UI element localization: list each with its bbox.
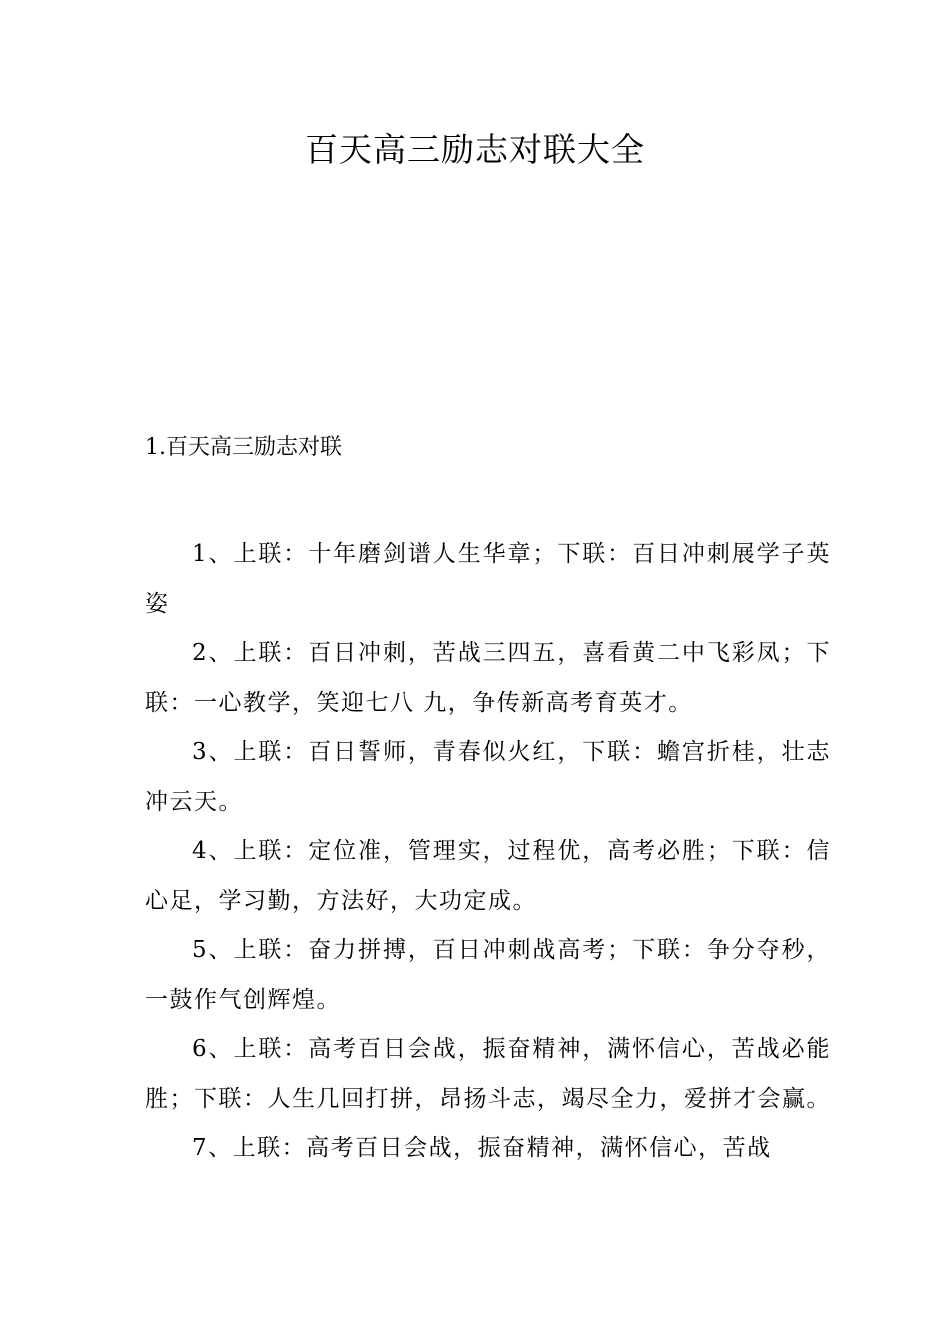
couplet-paragraph-7: 7、上联：高考百日会战，振奋精神，满怀信心，苦战: [192, 1135, 772, 1161]
couplet-paragraph-2: 2、上联：百日冲刺，苦战三四五，喜看黄二中飞彩凤；下联：一心教学，笑迎七八 九，争传新高考育英才。: [145, 640, 831, 716]
couplet-paragraph-6: 6、上联：高考百日会战，振奋精神，满怀信心，苦战必能胜；下联：人生几回打拼，昂扬斗志，竭尽全力，爱拼才会赢。: [145, 1036, 831, 1112]
couplet-paragraph-1: 1、上联：十年磨剑谱人生华章；下联：百日冲刺展学子英姿: [145, 541, 831, 617]
couplet-paragraph-3: 3、上联：百日誓师，青春似火红，下联：蟾宫折桂，壮志冲云天。: [145, 739, 831, 815]
section-heading: 1.百天高三励志对联: [145, 435, 342, 460]
couplet-paragraph-4: 4、上联：定位准，管理实，过程优，高考必胜；下联：信心足，学习勤，方法好，大功定成。: [145, 838, 831, 914]
document-title: 百天高三励志对联大全: [305, 130, 645, 169]
couplet-paragraph-5: 5、上联：奋力拼搏，百日冲刺战高考；下联：争分夺秒，一鼓作气创辉煌。: [145, 937, 831, 1013]
document-body: [145, 530, 831, 1174]
